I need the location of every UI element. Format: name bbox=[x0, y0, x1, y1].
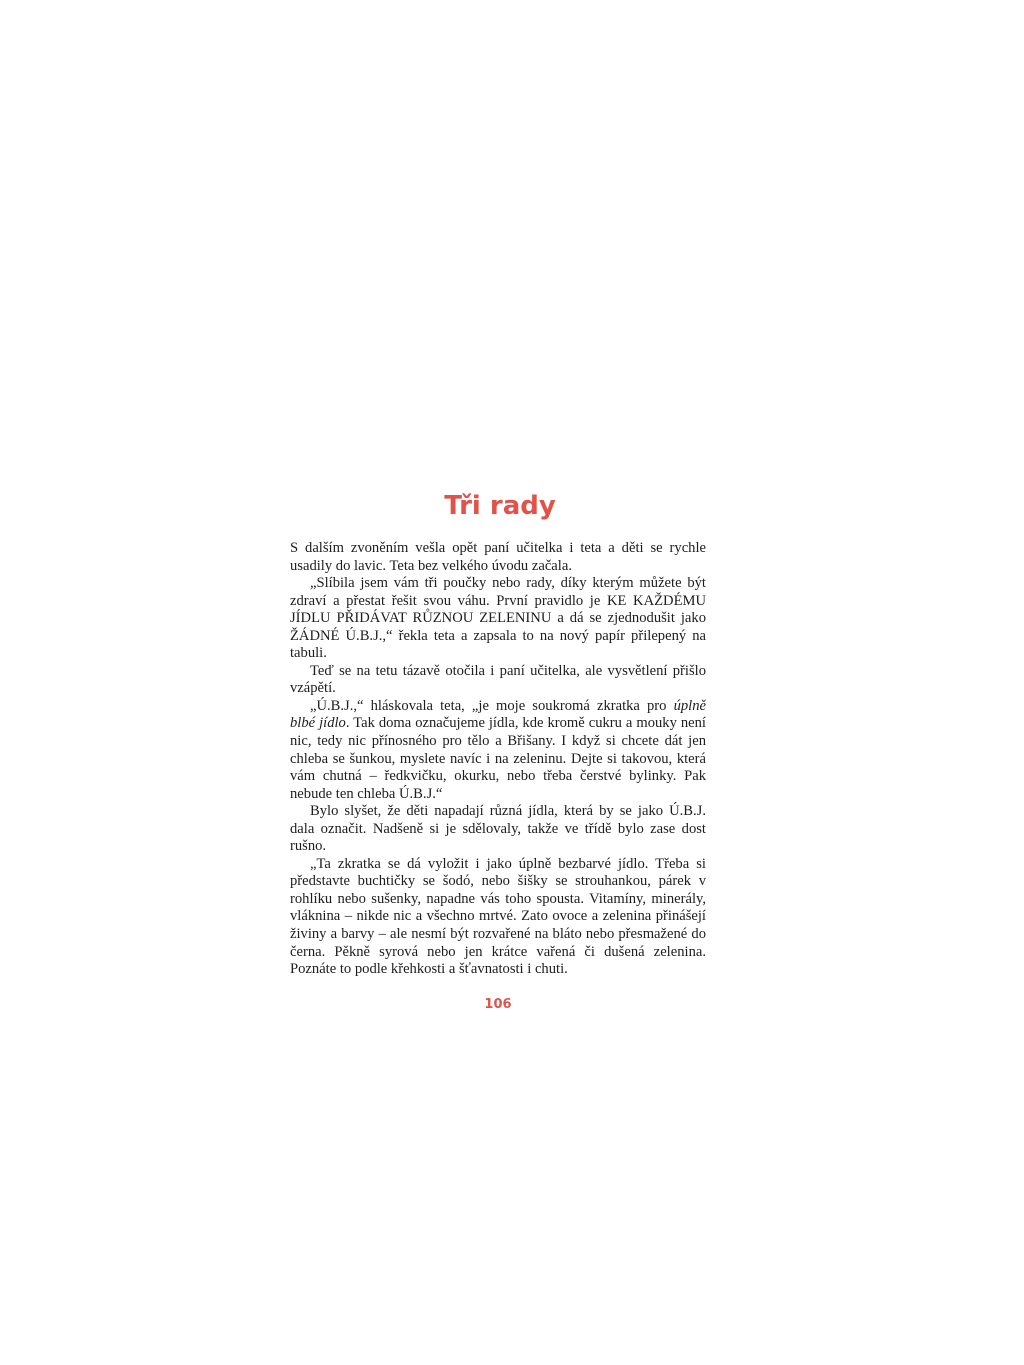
chapter-title: Tři rady bbox=[444, 491, 556, 521]
paragraph-2: „Slíbila jsem vám tři poučky nebo rady, díky kterým můžete být zdraví a přestat řešit svou váhu. První pravidlo je KE KAŽDÉMU JÍDLU PŘIDÁVAT RŮZNOU ZELENINU a dá se zjednodušit jako ŽÁDNÉ Ú.B.J.,“ řekla teta a zapsala to na nový papír přilepený na tabuli. bbox=[290, 575, 706, 662]
paragraph-5: Bylo slyšet, že děti napadají různá jídla, která by se jako Ú.B.J. dala označit. Nadšeně si je sdělovaly, takže ve třídě bylo zase dost rušno. bbox=[290, 803, 706, 855]
chapter-body bbox=[290, 540, 706, 979]
paragraph-4 bbox=[290, 698, 706, 803]
paragraph-3: Teď se na tetu tázavě otočila i paní učitelka, ale vysvětlení přišlo vzápětí. bbox=[290, 662, 706, 697]
paragraph-4-emphasis: úplně blbé jídlo bbox=[290, 697, 706, 732]
paragraph-1: S dalším zvoněním vešla opět paní učitelka i teta a děti se rychle usadily do lavic. Teta bez velkého úvodu začala. bbox=[290, 540, 706, 574]
paragraph-4-after: . Tak doma označujeme jídla, kde kromě cukru a mouky není nic, tedy nic přínosného pro tělo a Břišany. I když si chcete dát jen chleba se šunkou, myslete navíc i na zeleninu. Dejte si takovou, která vám chutná – ředkvičku, okurku, nebo třeba čerstvé bylinky. Pak nebude ten chleba Ú.B.J.“ bbox=[290, 715, 706, 802]
page-number: 106 bbox=[484, 997, 512, 1012]
paragraph-4-before: „Ú.B.J.,“ hláskovala teta, „je moje soukromá zkratka pro bbox=[310, 697, 674, 714]
paragraph-6: „Ta zkratka se dá vyložit i jako úplně bezbarvé jídlo. Třeba si představte buchtičky se šodó, nebo šišky se strouhankou, párek v rohlíku nebo sušenky, napadne vás toho spousta. Vitamíny, minerály, vláknina – nikde nic a všechno mrtvé. Zato ovoce a zelenina přinášejí živiny a barvy – ale nesmí být rozvařené na bláto nebo přesmažené do černa. Pěkně syrová nebo jen krátce vařená či dušená zelenina. Poznáte to podle křehkosti a šťavnatosti i chuti. bbox=[290, 855, 706, 978]
